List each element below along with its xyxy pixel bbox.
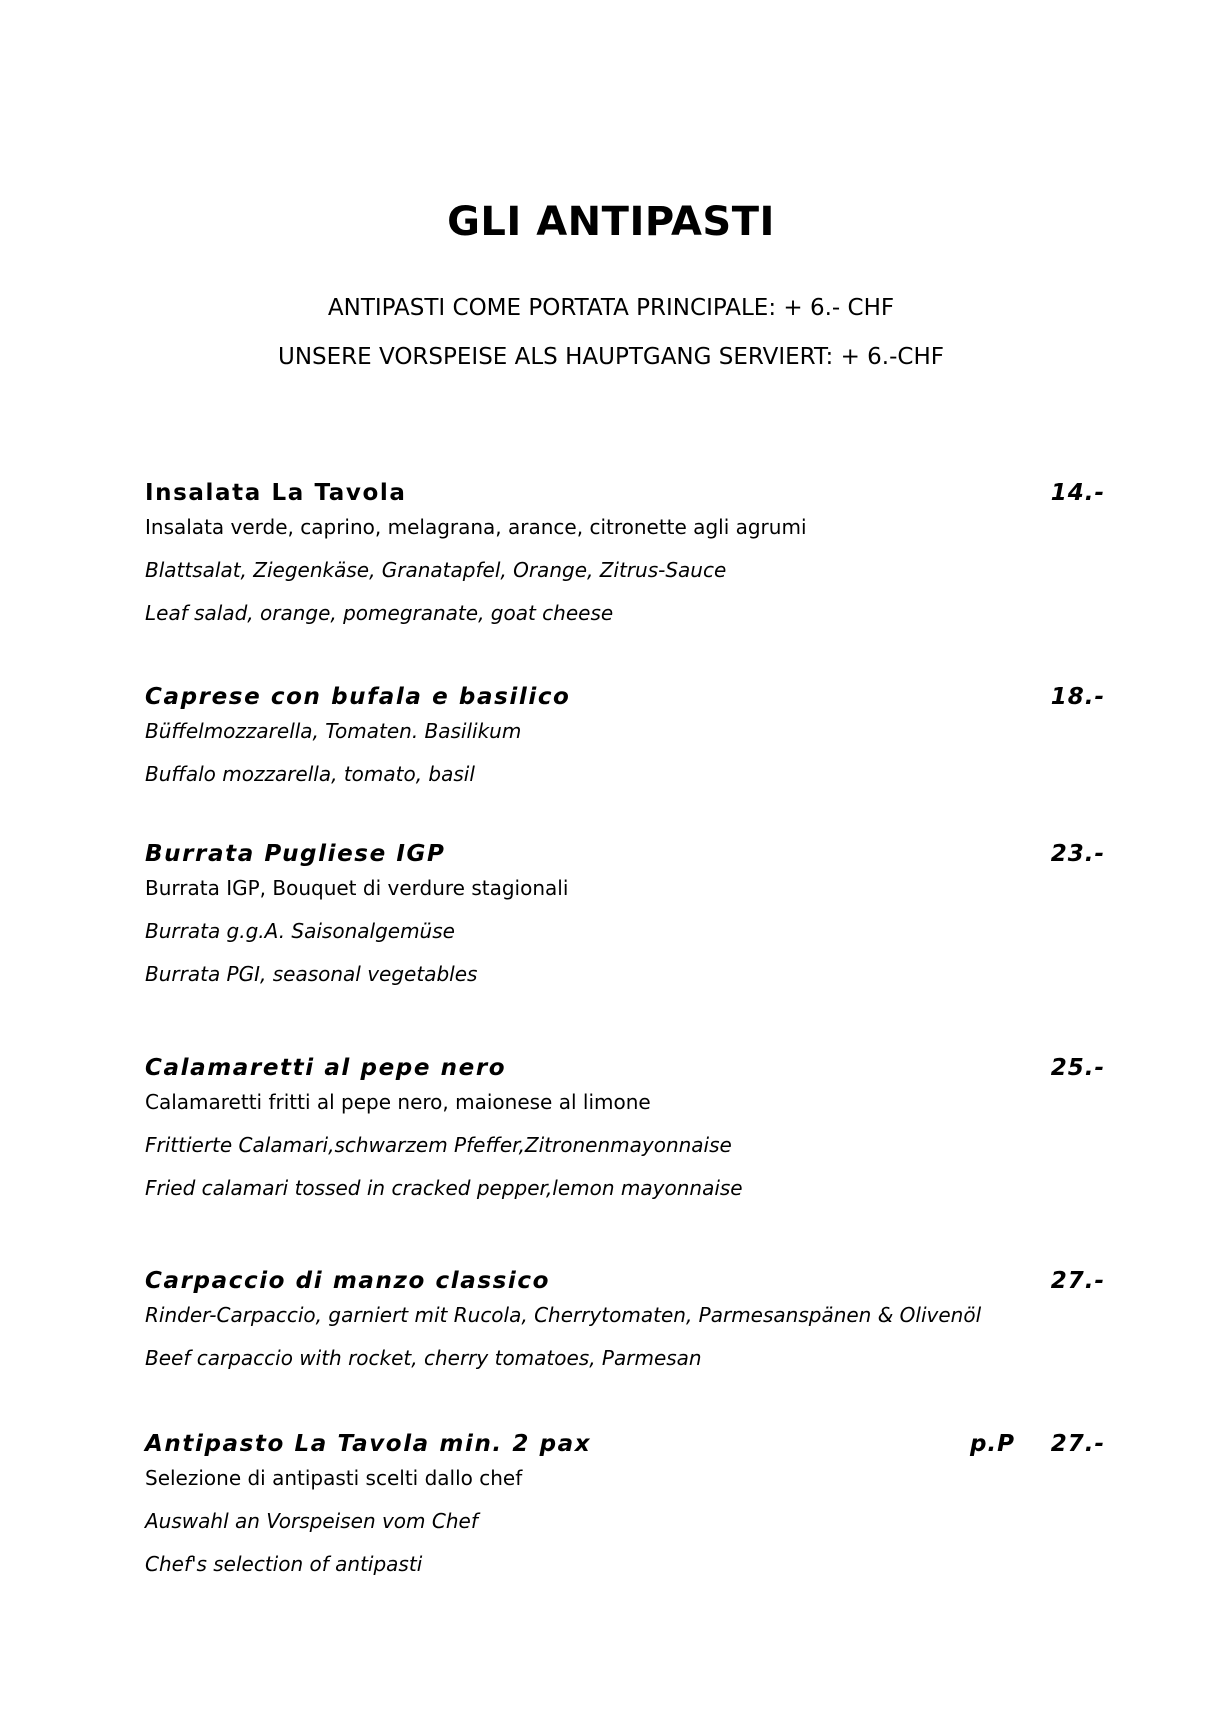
menu-item-antipasto-la-tavola [145, 1429, 1105, 1594]
dish-description-de: Burrata g.g.A. Saisonalgemüse [145, 919, 455, 943]
menu-item-header [145, 839, 1105, 875]
dish-name: Calamaretti al pepe nero [145, 1055, 507, 1081]
menu-item-insalata [145, 478, 1105, 643]
dish-name: Caprese con bufala e basilico [145, 684, 571, 710]
menu-item-burrata [145, 839, 1105, 1004]
menu-item-header [145, 1429, 1105, 1465]
main-course-note-it: ANTIPASTI COME PORTATA PRINCIPALE: + 6.- CHF [327, 295, 895, 321]
menu-list [145, 478, 1105, 1594]
dish-description-it: Selezione di antipasti scelti dallo chef [145, 1466, 523, 1490]
dish-price: 27.- [1050, 1268, 1105, 1294]
page-title: GLI ANTIPASTI [447, 199, 775, 245]
menu-item-caprese [145, 682, 1105, 804]
dish-description-en: Fried calamari tossed in cracked pepper,lemon mayonnaise [145, 1176, 743, 1200]
menu-item-header [145, 682, 1105, 718]
price-unit: p.P [969, 1431, 1015, 1457]
dish-price: 18.- [1050, 684, 1105, 710]
dish-description-en: Beef carpaccio with rocket, cherry tomatoes, Parmesan [145, 1346, 702, 1370]
menu-item-header [145, 478, 1105, 514]
dish-description-de: Frittierte Calamari,schwarzem Pfeffer,Zitronenmayonnaise [145, 1133, 732, 1157]
dish-description-de: Blattsalat, Ziegenkäse, Granatapfel, Orange, Zitrus-Sauce [145, 558, 727, 582]
menu-item-header [145, 1053, 1105, 1089]
dish-price: 27.- [1050, 1431, 1105, 1457]
dish-description-de: Auswahl an Vorspeisen vom Chef [145, 1509, 478, 1533]
main-course-note-de: UNSERE VORSPEISE ALS HAUPTGANG SERVIERT: + 6.-CHF [278, 344, 944, 370]
dish-description-en: Burrata PGI, seasonal vegetables [145, 962, 478, 986]
dish-name: Insalata La Tavola [145, 480, 407, 506]
dish-price: 23.- [1050, 841, 1105, 867]
dish-description-it: Burrata IGP, Bouquet di verdure stagionali [145, 876, 569, 900]
dish-price: 25.- [1050, 1055, 1105, 1081]
dish-name: Carpaccio di manzo classico [145, 1268, 551, 1294]
dish-description-de: Rinder-Carpaccio, garniert mit Rucola, Cherrytomaten, Parmesanspänen & Olivenöl [145, 1303, 982, 1327]
dish-name: Antipasto La Tavola min. 2 pax [145, 1431, 592, 1457]
dish-description-en: Leaf salad, orange, pomegranate, goat cheese [145, 601, 614, 625]
dish-description-de: Büffelmozzarella, Tomaten. Basilikum [145, 719, 522, 743]
menu-item-header [145, 1266, 1105, 1302]
dish-price: 14.- [1050, 480, 1105, 506]
menu-item-carpaccio [145, 1266, 1105, 1388]
menu-item-calamaretti [145, 1053, 1105, 1218]
dish-description-it: Insalata verde, caprino, melagrana, arance, citronette agli agrumi [145, 515, 807, 539]
dish-description-en: Chef's selection of antipasti [145, 1552, 423, 1576]
dish-description-en: Buffalo mozzarella, tomato, basil [145, 762, 475, 786]
dish-description-it: Calamaretti fritti al pepe nero, maionese al limone [145, 1090, 651, 1114]
dish-name: Burrata Pugliese IGP [145, 841, 446, 867]
